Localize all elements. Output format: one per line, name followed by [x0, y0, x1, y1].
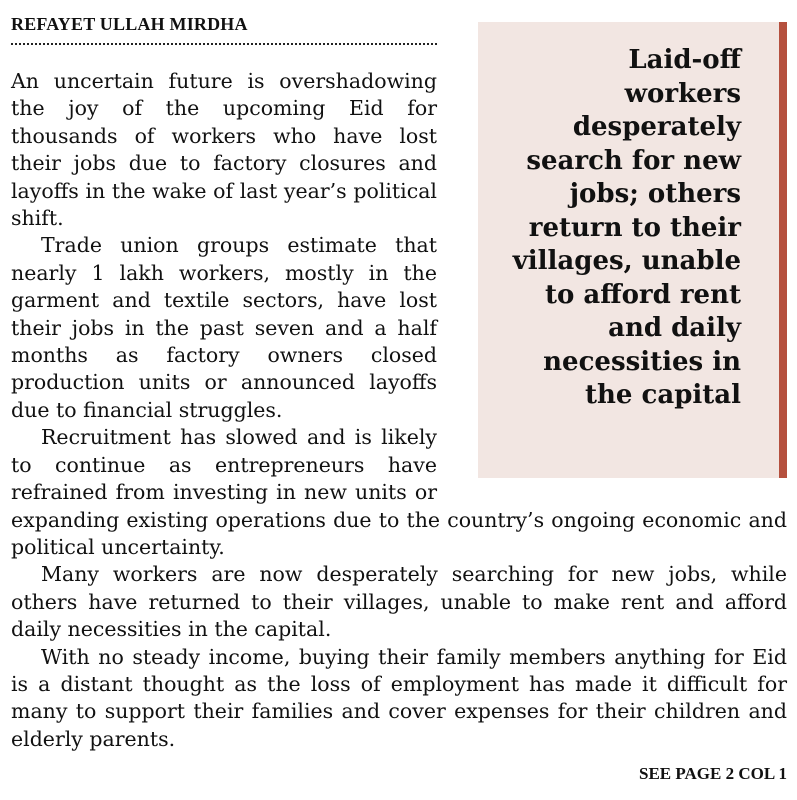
article-paragraph-5: With no steady income, buying their family members anything for Eid is a distant thought as the loss of employment has made it difficult for many to support their families and cover expenses for their children and elderly parents.	[11, 644, 787, 751]
pull-quote-text: Laid-off workers desperately search for new jobs; others return to their villages, unable to afford rent and daily necessities in the capital	[512, 45, 741, 410]
pull-quote	[478, 22, 787, 478]
article-paragraph-1: An uncertain future is overshadowing the joy of the upcoming Eid for thousands of workers who have lost their jobs due to factory closures and layoffs in the wake of last year’s political shift.	[11, 69, 437, 231]
article-paragraph-4: Many workers are now desperately searching for new jobs, while others have returned to their villages, unable to make rent and afford daily necessities in the capital.	[11, 562, 787, 642]
article-paragraph-3: Recruitment has slowed and is likely to continue as entrepreneurs have refrained from investing in new units or expanding existing operations due to the country’s ongoing economic and political uncertainty.	[11, 425, 787, 559]
continuation-jump-line: SEE PAGE 2 COL 1	[639, 764, 787, 783]
byline: REFAYET ULLAH MIRDHA	[11, 14, 437, 45]
article-paragraph-2: Trade union groups estimate that nearly 1 lakh workers, mostly in the garment and textile sectors, have lost their jobs in the past seven and a half months as factory owners closed production units or announced layoffs due to financial struggles.	[11, 233, 437, 422]
